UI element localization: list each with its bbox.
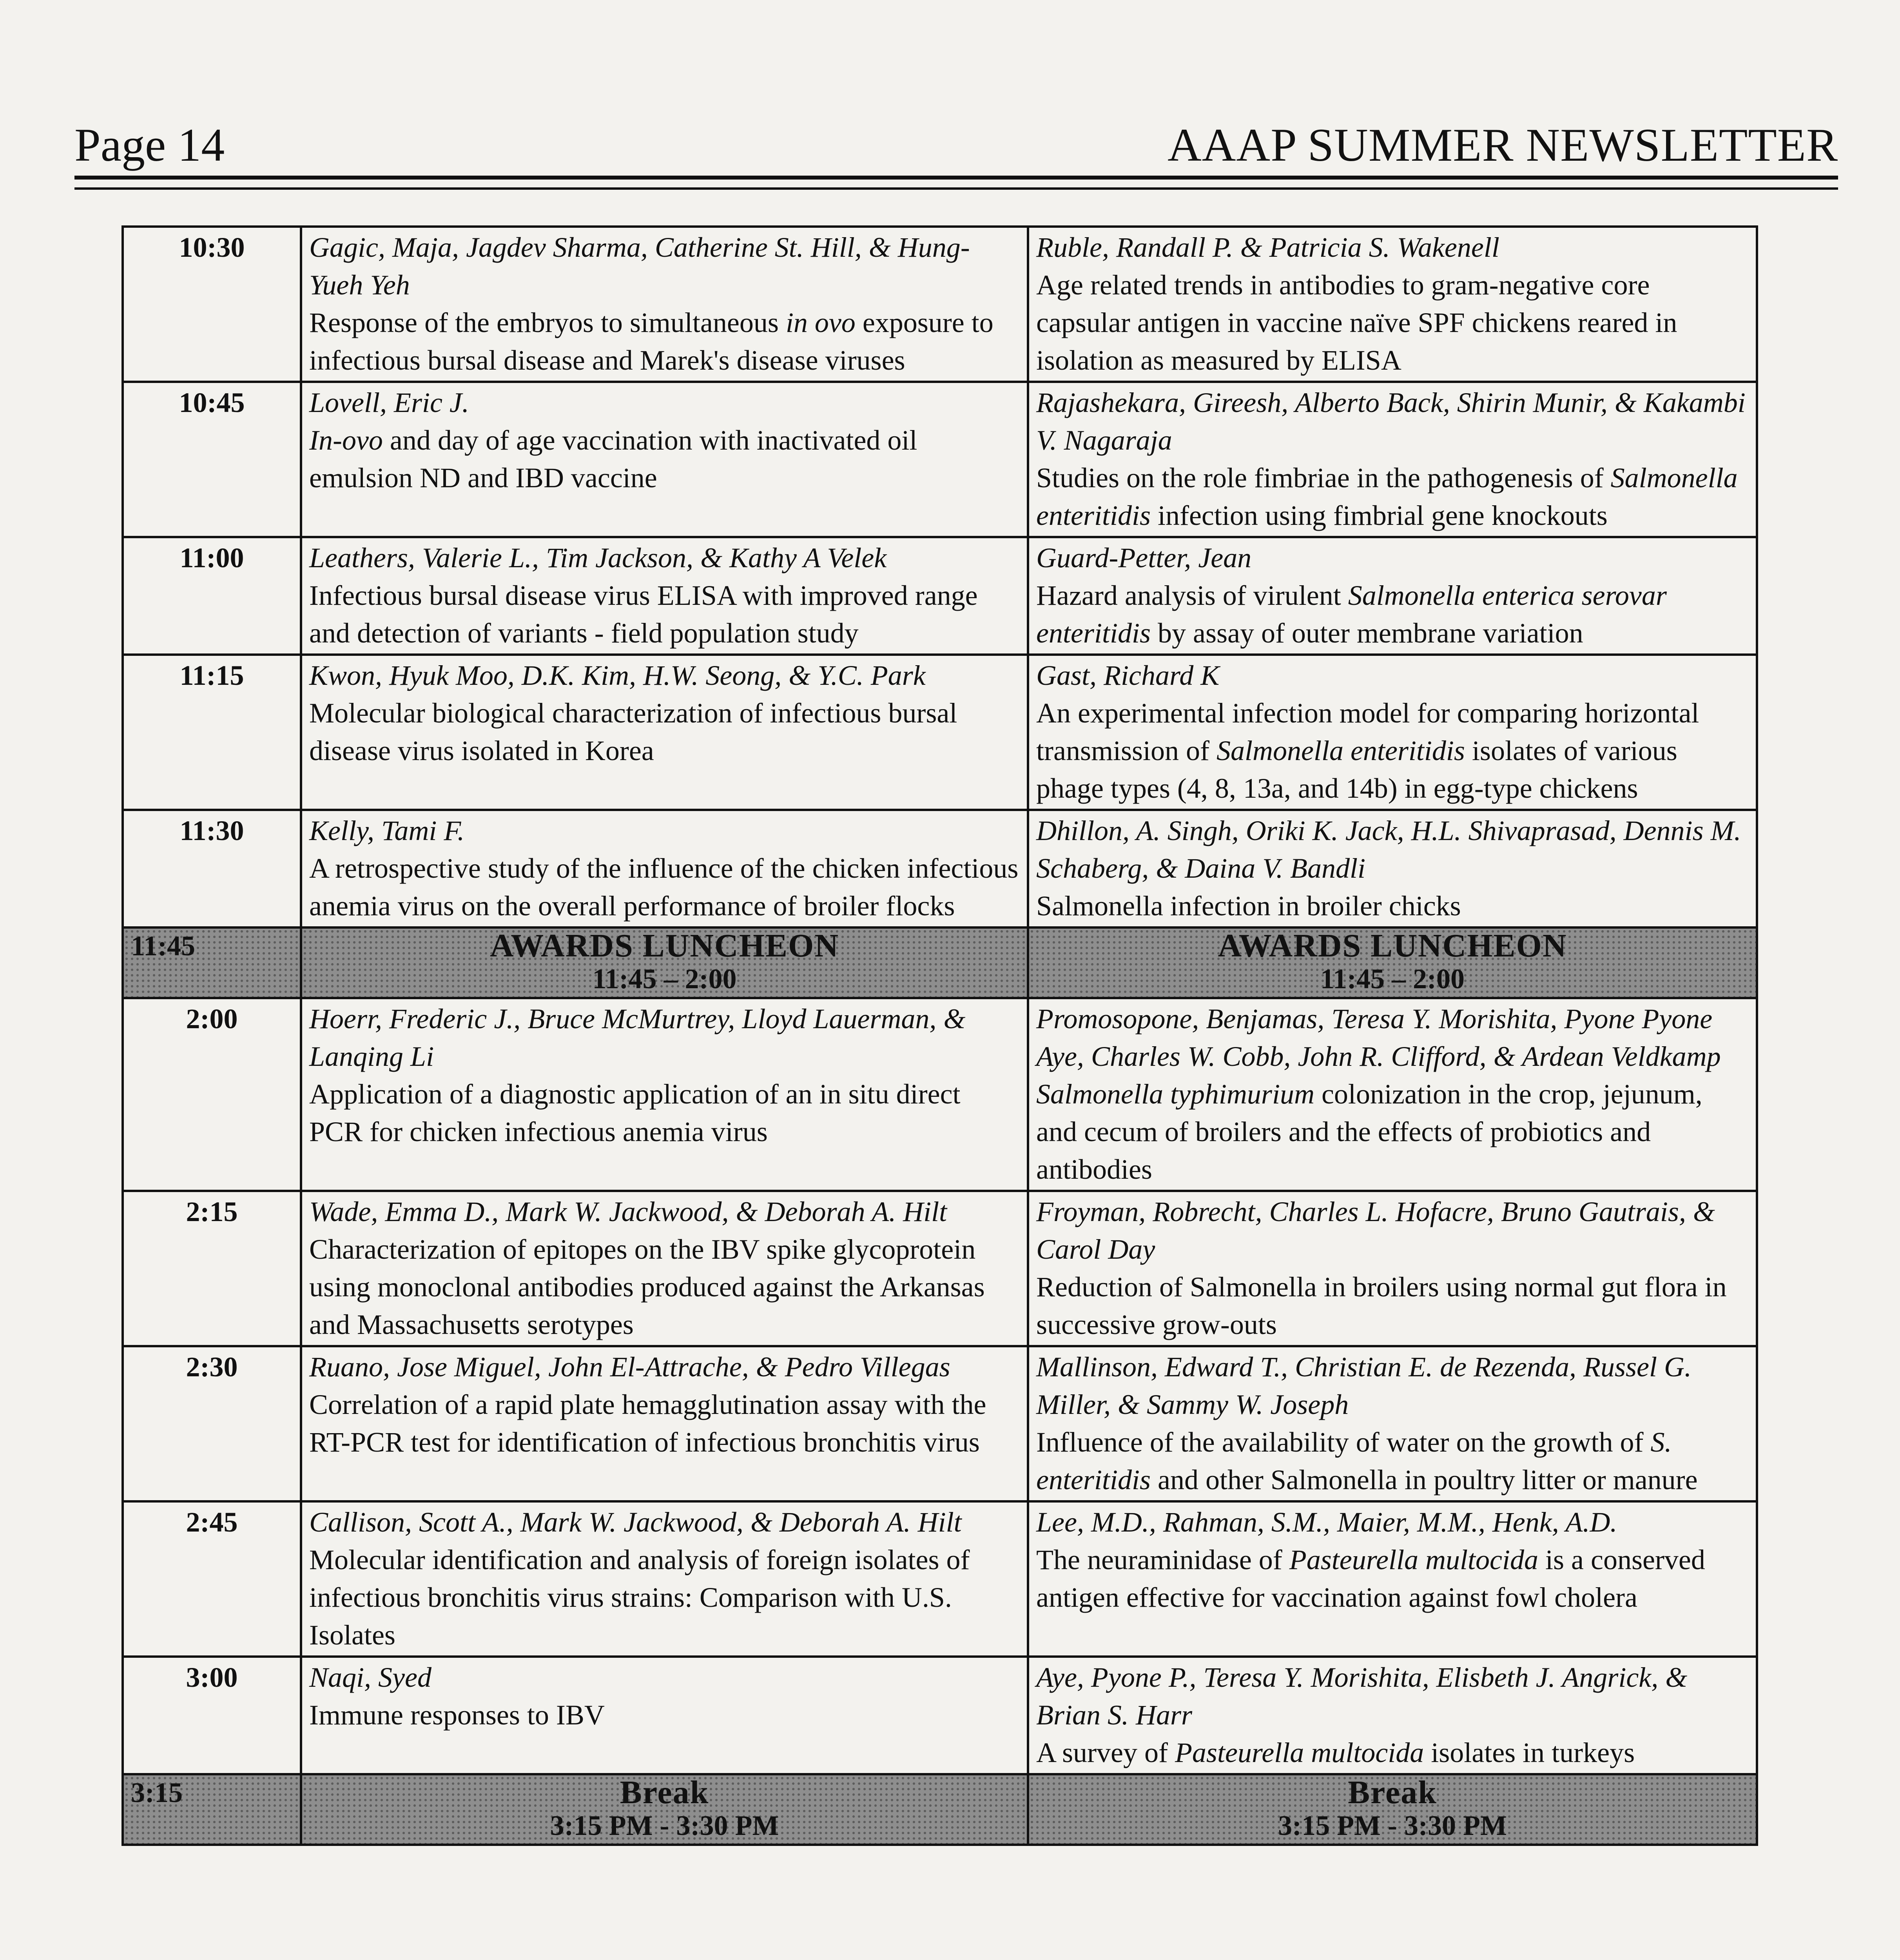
talk-title <box>1036 887 1749 925</box>
talk-title-text: Characterization of epitopes on the IBV spike glycoprotein using monoclonal antibodies produced against the Arkansas and Massachusetts serotypes <box>309 1234 985 1340</box>
talk-title <box>309 1386 1020 1461</box>
talk-title-text: isolates of various phage types (4, 8, 13a, and 14b) in egg-type chickens <box>1036 735 1677 804</box>
talk-title <box>309 1696 1020 1734</box>
break-time: 3:15 PM - 3:30 PM <box>1278 1810 1507 1841</box>
session-cell <box>301 1191 1028 1346</box>
luncheon-time: 11:45 – 2:00 <box>1320 963 1465 995</box>
page-number: Page 14 <box>74 119 225 171</box>
talk-authors: Naqi, Syed <box>309 1662 431 1693</box>
time-cell: 3:15 <box>123 1774 301 1845</box>
talk-title-text: An experimental infection model for comparing horizontal transmission of <box>1036 697 1699 766</box>
table-row <box>123 810 1757 927</box>
talk-title <box>309 1075 1020 1151</box>
talk-title <box>1036 694 1749 807</box>
session-cell <box>1028 998 1757 1191</box>
luncheon-row <box>123 927 1757 998</box>
talk-authors: Gast, Richard K <box>1036 660 1220 691</box>
talk-title <box>309 1230 1020 1343</box>
session-cell <box>301 998 1028 1191</box>
luncheon-title: AWARDS LUNCHEON <box>1218 927 1567 964</box>
session-cell <box>301 1346 1028 1501</box>
time-cell: 3:00 <box>123 1657 301 1774</box>
session-cell <box>301 1501 1028 1657</box>
talk-title-italic: Salmonella enteritidis <box>1216 735 1465 766</box>
talk-title-text: infection using fimbrial gene knockouts <box>1150 500 1608 531</box>
talk-title-italic: Salmonella typhimurium <box>1036 1078 1314 1110</box>
talk-title-italic: S. enteritidis <box>1036 1426 1672 1495</box>
luncheon-time: 11:45 – 2:00 <box>592 963 737 995</box>
session-cell <box>1028 810 1757 927</box>
table-row <box>123 382 1757 537</box>
session-cell <box>1028 1501 1757 1657</box>
talk-authors: Promosopone, Benjamas, Teresa Y. Morishita, Pyone Pyone Aye, Charles W. Cobb, John R. Clifford, & Ardean Veldkamp <box>1036 1003 1721 1072</box>
talk-title-text: by assay of outer membrane variation <box>1150 617 1583 649</box>
table-row <box>123 998 1757 1191</box>
talk-title <box>309 421 1020 497</box>
time-cell: 2:45 <box>123 1501 301 1657</box>
break-title: Break <box>620 1774 709 1811</box>
session-cell <box>1028 1657 1757 1774</box>
talk-title <box>309 849 1020 925</box>
break-cell <box>301 1774 1028 1845</box>
session-cell <box>301 1657 1028 1774</box>
talk-title <box>1036 1075 1749 1188</box>
talk-title-text: Studies on the role fimbriae in the pathogenesis of <box>1036 462 1611 494</box>
talk-title <box>309 577 1020 652</box>
talk-title <box>1036 1268 1749 1343</box>
break-cell <box>1028 1774 1757 1845</box>
table-row <box>123 1346 1757 1501</box>
page-header <box>74 114 1838 172</box>
time-cell: 2:00 <box>123 998 301 1191</box>
talk-title-text: The neuraminidase of <box>1036 1544 1289 1575</box>
session-cell <box>1028 382 1757 537</box>
talk-title <box>1036 577 1749 652</box>
talk-title-italic: In-ovo <box>309 425 383 456</box>
time-cell: 11:00 <box>123 537 301 655</box>
talk-title-italic: in ovo <box>785 307 856 338</box>
newsletter-title: AAAP SUMMER NEWSLETTER <box>1168 119 1838 171</box>
talk-title-text: exposure to infectious bursal disease and Marek's disease viruses <box>309 307 994 376</box>
talk-authors: Guard-Petter, Jean <box>1036 542 1252 573</box>
session-cell <box>301 655 1028 810</box>
talk-authors: Kelly, Tami F. <box>309 815 465 846</box>
talk-title-italic: Pasteurella multocida <box>1175 1737 1424 1768</box>
talk-title <box>309 1541 1020 1654</box>
session-cell <box>301 227 1028 382</box>
time-cell: 11:30 <box>123 810 301 927</box>
talk-title-text: Age related trends in antibodies to gram-negative core capsular antigen in vaccine naïve SPF chickens reared in isolation as measured by ELISA <box>1036 269 1677 376</box>
talk-title-italic: Salmonella enterica serovar enteritidis <box>1036 580 1667 649</box>
session-cell <box>1028 227 1757 382</box>
table-row <box>123 1191 1757 1346</box>
time-cell: 2:30 <box>123 1346 301 1501</box>
header-rule-thin <box>74 187 1838 190</box>
talk-authors: Callison, Scott A., Mark W. Jackwood, & Deborah A. Hilt <box>309 1506 962 1538</box>
talk-authors: Ruble, Randall P. & Patricia S. Wakenell <box>1036 232 1499 263</box>
talk-title <box>1036 1541 1749 1616</box>
break-time: 3:15 PM - 3:30 PM <box>550 1810 779 1841</box>
header-rule <box>74 176 1838 180</box>
luncheon-title: AWARDS LUNCHEON <box>490 927 839 964</box>
time-cell: 11:45 <box>123 927 301 998</box>
schedule-body <box>123 227 1757 1845</box>
talk-authors: Lee, M.D., Rahman, S.M., Maier, M.M., Henk, A.D. <box>1036 1506 1617 1538</box>
talk-title-text: Correlation of a rapid plate hemagglutination assay with the RT-PCR test for identification of infectious bronchitis virus <box>309 1389 986 1458</box>
talk-authors: Hoerr, Frederic J., Bruce McMurtrey, Lloyd Lauerman, & Lanqing Li <box>309 1003 966 1072</box>
time-cell: 2:15 <box>123 1191 301 1346</box>
talk-title-text: Influence of the availability of water on the growth of <box>1036 1426 1651 1458</box>
schedule-table <box>121 225 1758 1846</box>
talk-authors: Ruano, Jose Miguel, John El-Attrache, & Pedro Villegas <box>309 1351 950 1383</box>
talk-authors: Wade, Emma D., Mark W. Jackwood, & Deborah A. Hilt <box>309 1196 947 1227</box>
luncheon-cell <box>301 927 1028 998</box>
talk-title-text: Molecular biological characterization of infectious bursal disease virus isolated in Korea <box>309 697 957 766</box>
time-cell: 11:15 <box>123 655 301 810</box>
talk-title-text: Hazard analysis of virulent <box>1036 580 1348 611</box>
talk-authors: Gagic, Maja, Jagdev Sharma, Catherine St. Hill, & Hung-Yueh Yeh <box>309 232 970 301</box>
table-row <box>123 1501 1757 1657</box>
table-row <box>123 655 1757 810</box>
talk-title <box>309 694 1020 769</box>
session-cell <box>1028 1191 1757 1346</box>
talk-title-text: Response of the embryos to simultaneous <box>309 307 786 338</box>
talk-title-text: and day of age vaccination with inactivated oil emulsion ND and IBD vaccine <box>309 425 917 494</box>
talk-title-text: is a conserved antigen effective for vaccination against fowl cholera <box>1036 1544 1705 1613</box>
break-title: Break <box>1348 1774 1437 1811</box>
table-row <box>123 537 1757 655</box>
luncheon-cell <box>1028 927 1757 998</box>
talk-title-text: Application of a diagnostic application of an in situ direct PCR for chicken infectious anemia virus <box>309 1078 961 1147</box>
talk-title-text: Salmonella infection in broiler chicks <box>1036 890 1461 922</box>
session-cell <box>1028 537 1757 655</box>
talk-title-text: isolates in turkeys <box>1424 1737 1635 1768</box>
talk-title-text: A retrospective study of the influence of the chicken infectious anemia virus on the overall performance of broiler flocks <box>309 853 1019 922</box>
talk-title-text: Reduction of Salmonella in broilers using normal gut flora in successive grow-outs <box>1036 1271 1727 1340</box>
talk-authors: Kwon, Hyuk Moo, D.K. Kim, H.W. Seong, & Y.C. Park <box>309 660 926 691</box>
talk-title-text: A survey of <box>1036 1737 1175 1768</box>
session-cell <box>1028 655 1757 810</box>
talk-title-text: and other Salmonella in poultry litter or manure <box>1150 1464 1698 1495</box>
talk-authors: Aye, Pyone P., Teresa Y. Morishita, Elisbeth J. Angrick, & Brian S. Harr <box>1036 1662 1688 1731</box>
talk-authors: Lovell, Eric J. <box>309 387 469 418</box>
talk-title-text: Infectious bursal disease virus ELISA with improved range and detection of variants - field population study <box>309 580 978 649</box>
talk-title <box>1036 459 1749 534</box>
session-cell <box>301 382 1028 537</box>
table-row <box>123 1657 1757 1774</box>
talk-title <box>1036 1423 1749 1499</box>
break-row <box>123 1774 1757 1845</box>
talk-title-italic: Pasteurella multocida <box>1289 1544 1538 1575</box>
talk-authors: Rajashekara, Gireesh, Alberto Back, Shirin Munir, & Kakambi V. Nagaraja <box>1036 387 1746 456</box>
time-cell: 10:30 <box>123 227 301 382</box>
talk-title-text: colonization in the crop, jejunum, and cecum of broilers and the effects of probiotics and antibodies <box>1036 1078 1702 1185</box>
talk-title-text: Molecular identification and analysis of foreign isolates of infectious bronchitis virus strains: Comparison with U.S. Isolates <box>309 1544 970 1651</box>
talk-title-italic: Salmonella enteritidis <box>1036 462 1738 531</box>
talk-authors: Leathers, Valerie L., Tim Jackson, & Kathy A Velek <box>309 542 887 573</box>
session-cell <box>1028 1346 1757 1501</box>
talk-title <box>309 304 1020 379</box>
talk-title-text: Immune responses to IBV <box>309 1699 605 1731</box>
session-cell <box>301 537 1028 655</box>
talk-authors: Froyman, Robrecht, Charles L. Hofacre, Bruno Gautrais, & Carol Day <box>1036 1196 1715 1265</box>
session-cell <box>301 810 1028 927</box>
talk-title <box>1036 266 1749 379</box>
talk-authors: Mallinson, Edward T., Christian E. de Rezenda, Russel G. Miller, & Sammy W. Joseph <box>1036 1351 1692 1420</box>
table-row <box>123 227 1757 382</box>
talk-authors: Dhillon, A. Singh, Oriki K. Jack, H.L. Shivaprasad, Dennis M. Schaberg, & Daina V. Bandli <box>1036 815 1741 884</box>
talk-title <box>1036 1734 1749 1771</box>
time-cell: 10:45 <box>123 382 301 537</box>
